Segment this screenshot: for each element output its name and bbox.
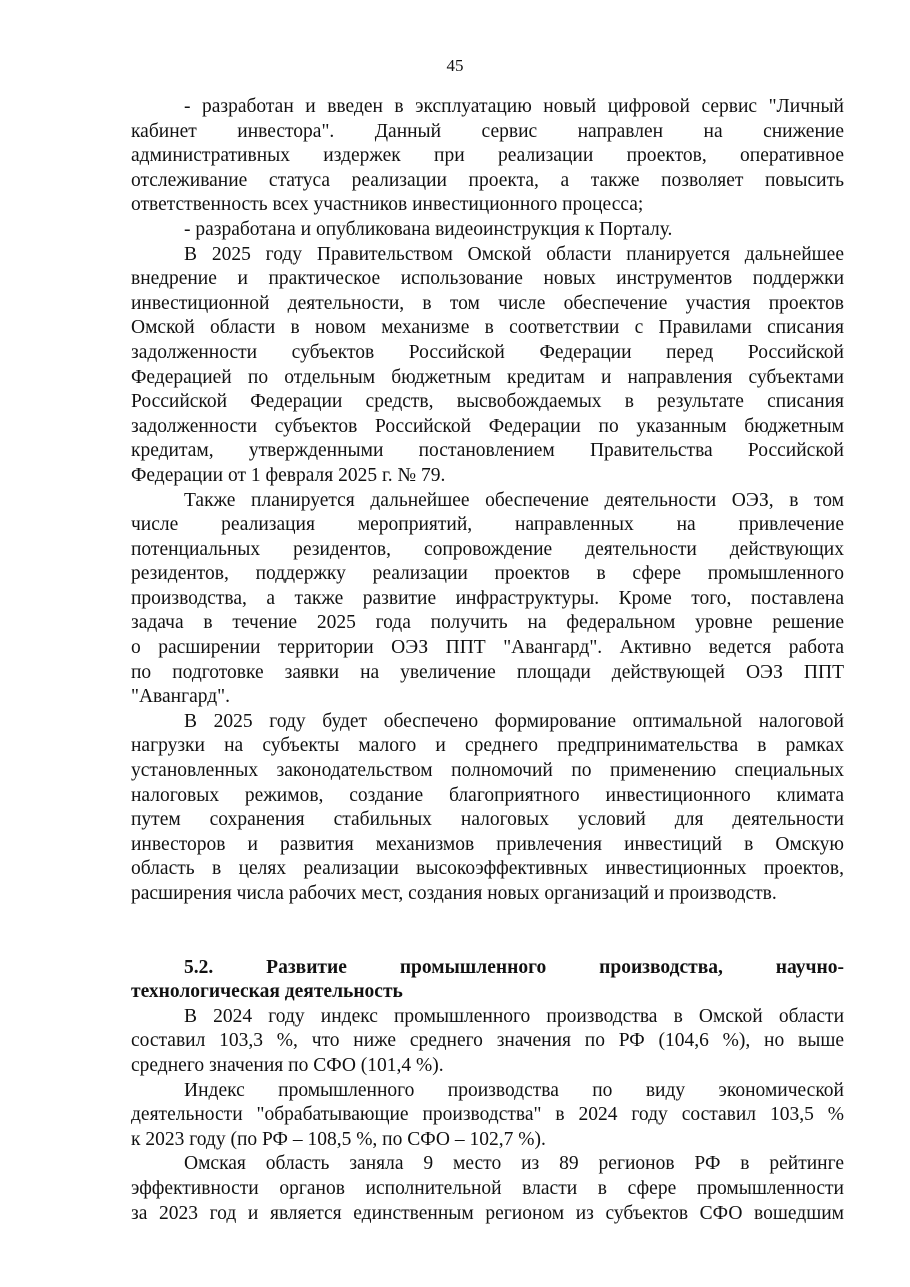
paragraph-personal-account <box>131 95 844 218</box>
text-line: Российской Федерации средств, высвобождаемых в результате списания <box>131 391 844 413</box>
text-line: задача в течение 2025 года получить на федеральном уровне решение <box>131 612 844 634</box>
section-heading <box>131 956 844 1005</box>
text-line: В 2024 году индекс промышленного производства в Омской области <box>184 1005 844 1027</box>
text-line: эффективности органов исполнительной власти в сфере промышленности <box>131 1177 844 1199</box>
paragraph-oez-activity <box>131 489 844 710</box>
heading-line: 5.2. Развитие промышленного производства, научно- <box>184 956 844 978</box>
text-line: деятельности "обрабатывающие производства" в 2024 году составил 103,5 % <box>131 1104 844 1126</box>
text-line: Омской области в новом механизме в соответствии с Правилами списания <box>131 317 844 339</box>
text-line: числе реализация мероприятий, направленных на привлечение <box>131 514 844 536</box>
text-line: резидентов, поддержку реализации проектов в сфере промышленного <box>131 563 844 585</box>
text-line: Также планируется дальнейшее обеспечение деятельности ОЭЗ, в том <box>184 489 844 511</box>
text-line: задолженности субъектов Российской Федерации по указанным бюджетным <box>131 415 844 437</box>
text-line: В 2025 году будет обеспечено формирование оптимальной налоговой <box>184 710 844 732</box>
text-line: путем сохранения стабильных налоговых условий для деятельности <box>131 809 844 831</box>
document-body <box>131 95 844 1226</box>
text-line: задолженности субъектов Российской Федерации перед Российской <box>131 341 844 363</box>
text-line: за 2023 год и является единственным регионом из субъектов СФО вошедшим <box>131 1202 844 1224</box>
paragraph-tax-burden <box>131 710 844 907</box>
page-number: 45 <box>446 56 464 75</box>
paragraph-rating <box>131 1152 844 1226</box>
paragraph-industrial-index <box>131 1005 844 1079</box>
text-line: - разработана и опубликована видеоинструкция к Порталу. <box>184 218 673 240</box>
text-line: к 2023 году (по РФ – 108,5 %, по СФО – 102,7 %). <box>131 1128 546 1150</box>
text-line: ответственность всех участников инвестиционного процесса; <box>131 194 644 216</box>
text-line: кредитам, утвержденными постановлением Правительства Российской <box>131 440 844 462</box>
text-line: кабинет инвестора". Данный сервис направлен на снижение <box>131 120 844 142</box>
text-line: по подготовке заявки на увеличение площади действующей ОЭЗ ППТ <box>131 661 844 683</box>
text-line: установленных законодательством полномочий по применению специальных <box>131 760 844 782</box>
text-line: - разработан и введен в эксплуатацию новый цифровой сервис "Личный <box>184 96 844 117</box>
text-line: Федерацией по отдельным бюджетным кредитам и направления субъектами <box>131 366 844 388</box>
text-line: Федерации от 1 февраля 2025 г. № 79. <box>131 464 446 486</box>
text-line: административных издержек при реализации проектов, оперативное <box>131 145 844 167</box>
text-line: Омская область заняла 9 место из 89 регионов РФ в рейтинге <box>184 1153 844 1175</box>
text-line: составил 103,3 %, что ниже среднего значения по РФ (104,6 %), но выше <box>131 1030 844 1052</box>
text-line: среднего значения по СФО (101,4 %). <box>131 1054 444 1076</box>
text-line: "Авангард". <box>131 686 230 708</box>
text-line: Индекс промышленного производства по виду экономической <box>184 1079 844 1101</box>
text-line: область в целях реализации высокоэффективных инвестиционных проектов, <box>131 858 844 880</box>
text-line: В 2025 году Правительством Омской области планируется дальнейшее <box>184 243 844 265</box>
text-line: налоговых режимов, создание благоприятного инвестиционного климата <box>131 784 844 806</box>
text-line: инвестиционной деятельности, в том числе обеспечение участия проектов <box>131 292 844 314</box>
text-line: производства, а также развитие инфраструктуры. Кроме того, поставлена <box>131 587 844 609</box>
text-line: расширения числа рабочих мест, создания новых организаций и производств. <box>131 883 777 904</box>
text-line: нагрузки на субъекты малого и среднего предпринимательства в рамках <box>131 735 844 757</box>
text-line: инвесторов и развития механизмов привлечения инвестиций в Омскую <box>131 833 844 855</box>
text-line: внедрение и практическое использование новых инструментов поддержки <box>131 268 844 290</box>
text-line: отслеживание статуса реализации проекта, а также позволяет повысить <box>131 169 844 191</box>
heading-line: технологическая деятельность <box>131 981 403 1003</box>
text-line: о расширении территории ОЭЗ ППТ "Авангард". Активно ведется работа <box>131 637 844 659</box>
paragraph-2025-plans <box>131 243 844 489</box>
text-line: потенциальных резидентов, сопровождение деятельности действующих <box>131 538 844 560</box>
paragraph-video-instruction <box>131 218 844 243</box>
paragraph-manufacturing-index <box>131 1079 844 1153</box>
